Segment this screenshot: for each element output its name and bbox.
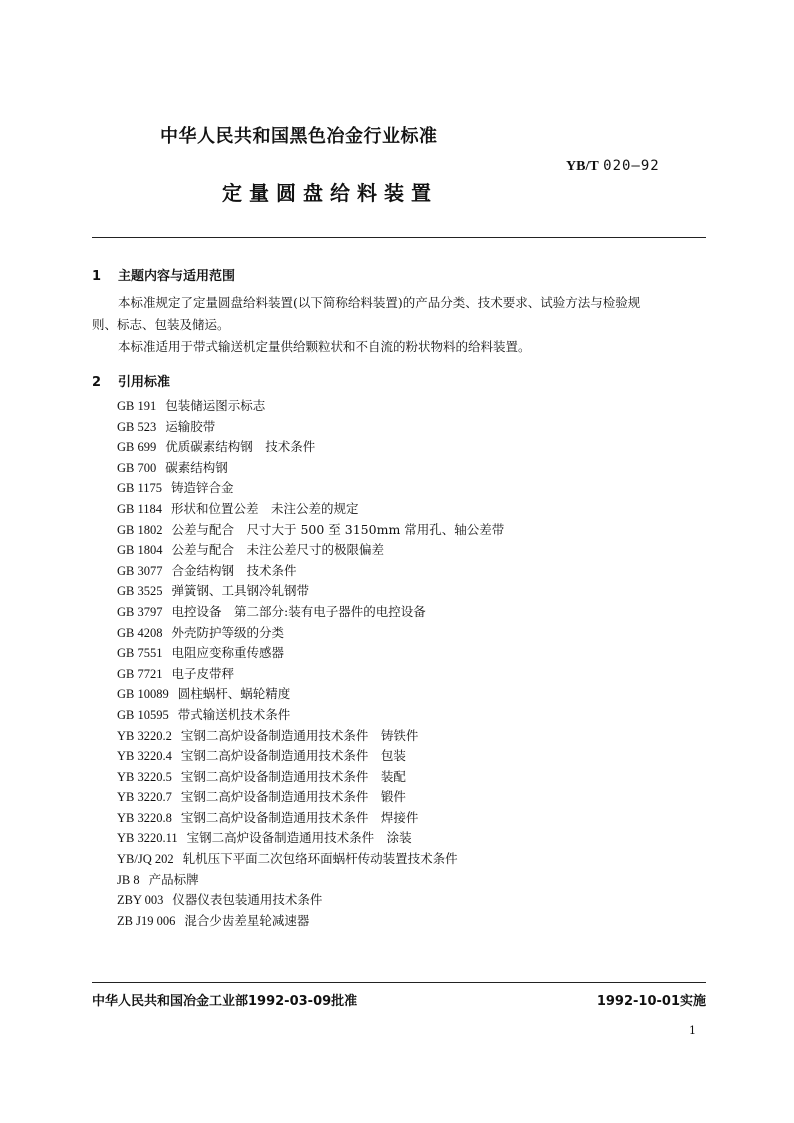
reference-title: 公差与配合 尺寸大于 500 至 3150mm 常用孔、轴公差带: [171, 521, 505, 537]
reference-list: [117, 396, 707, 931]
reference-code: GB 4208: [117, 625, 163, 640]
reference-item: [117, 623, 707, 644]
reference-item: [117, 808, 707, 829]
reference-item: [117, 870, 707, 891]
reference-item: [117, 849, 707, 870]
reference-item: [117, 499, 707, 520]
section-1-para1-line1: 本标准规定了定量圆盘给料装置(以下简称给料装置)的产品分类、技术要求、试验方法与检验规: [118, 295, 641, 310]
reference-item: [117, 540, 707, 561]
reference-code: YB/JQ 202: [117, 852, 174, 867]
document-title: 定量圆盘给料装置: [222, 181, 438, 205]
reference-item: [117, 787, 707, 808]
reference-title: 电阻应变称重传感器: [171, 645, 285, 661]
reference-item: [117, 520, 707, 541]
reference-code: YB 3220.11: [117, 831, 178, 846]
section-1-heading: [92, 265, 235, 284]
reference-title: 宝钢二高炉设备制造通用技术条件 装配: [180, 768, 406, 784]
reference-item: [117, 828, 707, 849]
reference-code: GB 191: [117, 399, 157, 413]
section-1-paragraph-2: [92, 336, 708, 358]
reference-item: [117, 726, 707, 747]
reference-item: [117, 684, 707, 705]
reference-title: 圆柱蜗杆、蜗轮精度: [177, 686, 291, 702]
reference-title: 优质碳素结构钢 技术条件: [165, 439, 316, 455]
reference-item: [117, 437, 707, 458]
reference-code: YB 3220.8: [117, 810, 172, 825]
reference-title: 产品标牌: [148, 871, 199, 887]
approval-line: 中华人民共和国冶金工业部1992-03-09批准: [92, 994, 358, 1009]
reference-title: 仪器仪表包装通用技术条件: [172, 892, 323, 908]
reference-item: [117, 746, 707, 767]
section-2-number: 2: [92, 375, 102, 390]
reference-code: GB 699: [117, 440, 157, 455]
reference-code: GB 10595: [117, 707, 169, 722]
reference-code: GB 1184: [117, 501, 163, 516]
reference-title: 宝钢二高炉设备制造通用技术条件 锻件: [180, 789, 406, 805]
reference-code: ZB J19 006: [117, 913, 176, 928]
section-1-title: 主题内容与适用范围: [118, 269, 236, 284]
reference-item: [117, 602, 707, 623]
reference-code: GB 10089: [117, 687, 169, 702]
reference-title: 电控设备 第二部分:装有电子器件的电控设备: [171, 603, 426, 619]
reference-code: GB 1804: [117, 543, 163, 558]
reference-title: 轧机压下平面二次包络环面蜗杆传动装置技术条件: [182, 851, 458, 867]
reference-item: [117, 643, 707, 664]
reference-code: GB 3077: [117, 563, 163, 578]
reference-code: JB 8: [117, 872, 140, 887]
reference-item: [117, 561, 707, 582]
reference-title: 弹簧钢、工具钢冷轧钢带: [171, 583, 310, 599]
section-1-para2-text: 本标准适用于带式输送机定量供给颗粒状和不自流的粉状物料的给料装置。: [118, 339, 531, 354]
effective-date: 1992-10-01实施: [596, 994, 706, 1009]
reference-code: YB 3220.5: [117, 769, 172, 784]
section-2-title: 引用标准: [118, 375, 171, 390]
section-2-heading: [92, 371, 170, 390]
reference-title: 宝钢二高炉设备制造通用技术条件 焊接件: [180, 809, 419, 825]
reference-title: 电子皮带秤: [171, 665, 235, 681]
reference-title: 宝钢二高炉设备制造通用技术条件 包装: [180, 748, 406, 764]
reference-code: GB 3797: [117, 604, 163, 619]
reference-title: 公差与配合 未注公差尺寸的极限偏差: [171, 542, 385, 558]
footer-rule: [92, 982, 706, 983]
reference-item: [117, 417, 707, 438]
reference-code: GB 1802: [117, 522, 163, 537]
standard-prefix: YB/T: [566, 159, 599, 174]
reference-code: GB 700: [117, 460, 157, 475]
issuing-organization: 中华人民共和国黑色冶金行业标准: [160, 126, 438, 147]
reference-item: [117, 581, 707, 602]
reference-item: [117, 767, 707, 788]
reference-code: YB 3220.2: [117, 728, 172, 743]
reference-title: 宝钢二高炉设备制造通用技术条件 涂装: [186, 830, 412, 846]
standard-code: [566, 158, 660, 175]
reference-title: 混合少齿差星轮减速器: [184, 912, 310, 928]
reference-code: YB 3220.7: [117, 790, 172, 805]
reference-item: [117, 705, 707, 726]
section-1-number: 1: [92, 269, 102, 284]
reference-code: GB 523: [117, 419, 157, 434]
reference-title: 外壳防护等级的分类: [171, 624, 285, 640]
reference-item: [117, 911, 707, 932]
reference-title: 运输胶带: [165, 418, 216, 434]
standard-number: 020—92: [603, 158, 660, 174]
reference-item: [117, 890, 707, 911]
reference-title: 形状和位置公差 未注公差的规定: [171, 500, 359, 516]
header-rule: [92, 237, 706, 238]
reference-code: GB 7721: [117, 666, 163, 681]
section-1-paragraph-1: [92, 292, 708, 336]
reference-title: 铸造锌合金: [171, 480, 234, 496]
reference-code: GB 3525: [117, 584, 163, 599]
reference-code: YB 3220.4: [117, 749, 172, 764]
reference-item: [117, 478, 707, 499]
page-number: 1: [689, 1024, 696, 1037]
reference-title: 宝钢二高炉设备制造通用技术条件 铸铁件: [180, 727, 419, 743]
reference-title: 合金结构钢 技术条件: [171, 562, 297, 578]
reference-item: [117, 458, 707, 479]
section-1-para1-line2: 则、标志、包装及储运。: [92, 317, 230, 332]
reference-item: [117, 396, 707, 417]
reference-title: 碳素结构钢: [165, 459, 228, 475]
reference-code: GB 1175: [117, 481, 163, 496]
reference-code: GB 7551: [117, 646, 163, 661]
reference-title: 包装储运图示标志: [165, 398, 266, 413]
reference-code: ZBY 003: [117, 893, 164, 908]
reference-title: 带式输送机技术条件: [177, 706, 291, 722]
reference-item: [117, 664, 707, 685]
